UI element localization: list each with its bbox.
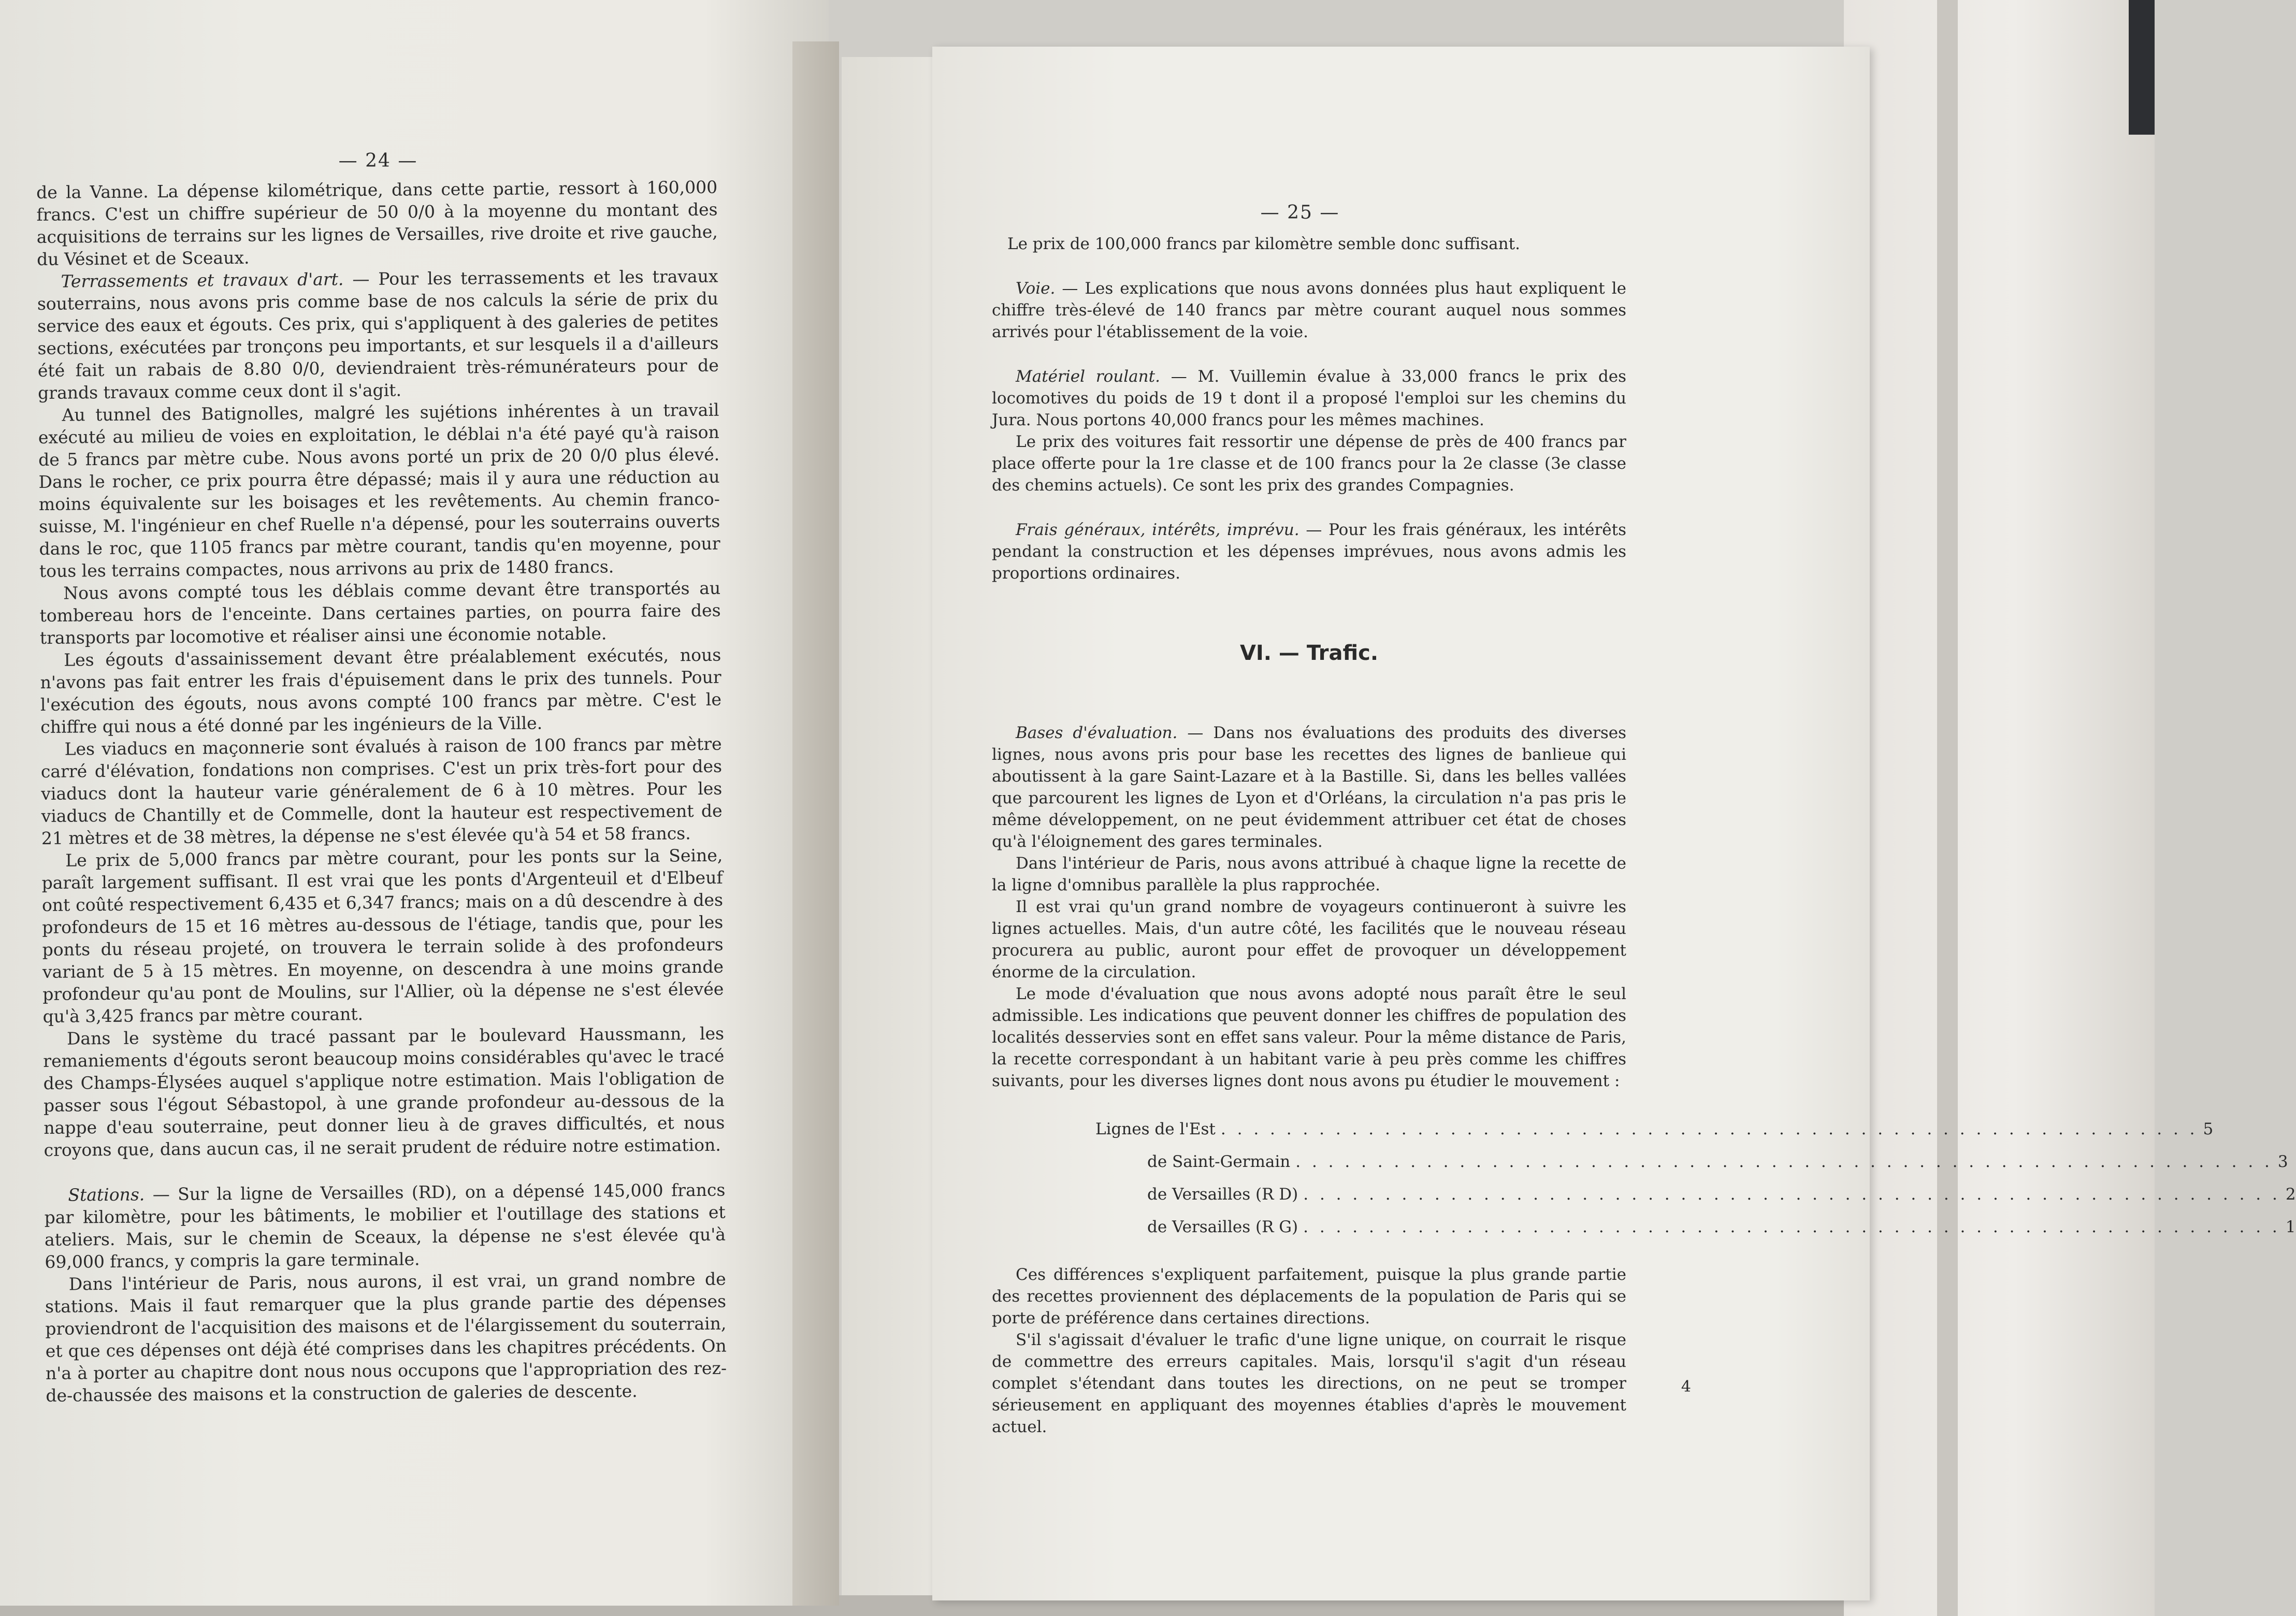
paragraph-text: — Pour les frais généraux, les intérêts pendant la construction et les dépenses imprévues, nous avons admis les proportions ordinaires.	[992, 521, 1626, 583]
paragraph	[41, 844, 724, 1028]
leader-dots: . . . . . . . . . . . . . . . . . . . . . . . . . . . . . . . . . . . . . . . . . . . . . . . . . . . . . . . . . . . .	[1303, 1217, 2280, 1236]
traffic-row	[992, 1210, 2296, 1243]
traffic-row	[992, 1113, 2214, 1145]
intro-line: Le prix de 100,000 francs par kilomètre semble donc suffisant.	[1007, 235, 1520, 253]
paragraph-lead: Voie.	[1016, 279, 1056, 298]
paragraph	[38, 399, 720, 582]
background-strip	[1937, 0, 1958, 1616]
paragraphs-after	[992, 722, 1626, 1092]
paragraph-text: Les viaducs en maçonnerie sont évalués à raison de 100 francs par mètre carré d'élévation, fondations non comprises. C'est un prix très-fort pour des viaducs dont la hauteur varie généralement de 6 à 10 mètres. Pour les viaducs de Chantilly et de Commelle, dont la hauteur est respectivement de 21 mètres et de 38 mètres, la dépense ne s'est élevée qu'à 54 et 58 francs.	[40, 733, 723, 848]
paragraph	[992, 431, 1626, 496]
paragraph	[992, 722, 1626, 853]
paragraphs-before	[992, 278, 1626, 584]
traffic-row-label: de Saint-Germain	[1147, 1152, 1291, 1171]
paragraph-lead: Matériel roulant.	[1016, 367, 1160, 386]
paragraph-text: Dans l'intérieur de Paris, nous avons attribué à chaque ligne la recette de la ligne d'omnibus parallèle la plus rapprochée.	[992, 854, 1626, 894]
paragraph-text: Dans le système du tracé passant par le boulevard Haussmann, les remaniements d'égouts seront beaucoup moins considérables qu'avec le tracé des Champs-Élysées auquel s'applique notre estimation. Mais l'obligation de passer sous l'égout Sébastopol, à une grande profondeur au-dessous de la nappe d'eau souterraine, peut donner lieu à de graves difficultés, et nous croyons que, dans aucun cas, il ne serait prudent de réduire notre estimation.	[43, 1023, 725, 1160]
leader-dots: . . . . . . . . . . . . . . . . . . . . . . . . . . . . . . . . . . . . . . . . . . . . . . . . . . . . . . . . . . . .	[1220, 1119, 2198, 1138]
paragraph	[40, 644, 721, 738]
paragraph	[44, 1179, 726, 1273]
traffic-row	[992, 1145, 2288, 1178]
traffic-row-label: Lignes de l'Est	[1095, 1119, 1216, 1138]
paragraph	[37, 265, 719, 404]
paragraph-text: de la Vanne. La dépense kilométrique, dans cette partie, ressort à 160,000 francs. C'est un chiffre supérieur de 50 0/0 à la moyenne du montant des acquisitions de terrains sur les lignes de Versailles, rive droite et rive gauche, du Vésinet et de Sceaux.	[36, 177, 718, 269]
background-corner	[2129, 0, 2155, 135]
paragraph	[992, 853, 1626, 896]
paragraph	[992, 1264, 1626, 1329]
paragraph-text: Dans l'intérieur de Paris, nous aurons, il est vrai, un grand nombre de stations. Mais il faut remarquer que la plus grande partie des dépenses proviendront de l'acquisition des maisons et de l'élargissement du souterrain, et que ces dépenses ont déjà été comprises dans les chapitres précédents. On n'a à porter au chapitre dont nous nous occupons que l'appropriation des rez-de-chaussée des maisons et la construction de galeries de descente.	[45, 1268, 727, 1406]
book-gutter	[792, 41, 839, 1606]
paragraph-text: Au tunnel des Batignolles, malgré les sujétions inhérentes à un travail exécuté au milieu de voies en exploitation, le déblai n'a été payé qu'à raison de 5 francs par mètre cube. Nous avons porté un prix de 20 0/0 plus élevé. Dans le rocher, ce prix pourra être dépassé; mais il y aura une réduction au moins équivalente sur les boisages et les revêtements. Au chemin franco-suisse, M. l'ingénieur en chef Ruelle n'a dépensé, pour les souterrains ouverts dans le roc, que 1105 francs par mètre courant, tandis qu'en moyenne, pour tous les terrains compactes, nous arrivons au prix de 1480 francs.	[38, 399, 720, 581]
page-number-right: — 25 —	[1260, 202, 1340, 223]
paragraph	[45, 1268, 727, 1407]
page-number-left: — 24 —	[338, 150, 418, 171]
paragraphs-end	[992, 1264, 1626, 1438]
paragraph-text: Nous avons compté tous les déblais comme devant être transportés au tombereau hors de l'enceinte. Dans certaines parties, on pourra faire des transports par locomotive et réaliser ainsi une économie notable.	[39, 578, 721, 648]
leader-dots: . . . . . . . . . . . . . . . . . . . . . . . . . . . . . . . . . . . . . . . . . . . . . . . . . . . . . . . . . . . .	[1295, 1152, 2273, 1171]
traffic-row-label: de Versailles (R D)	[1147, 1185, 1298, 1204]
paragraph-lead: Stations.	[68, 1184, 145, 1205]
paragraph	[36, 176, 718, 270]
paragraph	[992, 366, 1626, 431]
paragraph-lead: Frais généraux, intérêts, imprévu.	[1016, 521, 1299, 539]
left-page-text	[36, 176, 727, 1407]
leader-dots: . . . . . . . . . . . . . . . . . . . . . . . . . . . . . . . . . . . . . . . . . . . . . . . . . . . . . . . . . . . .	[1303, 1185, 2280, 1204]
traffic-row	[992, 1178, 2296, 1210]
traffic-table	[992, 1113, 2296, 1243]
right-page-text	[992, 233, 2296, 1438]
paragraph	[40, 733, 723, 849]
paragraph	[992, 983, 1626, 1092]
traffic-row-value: 3	[2277, 1152, 2288, 1171]
paragraph-text: — M. Vuillemin évalue à 33,000 francs le prix des locomotives du poids de 19 t dont il a proposé l'emploi sur les chemins du Jura. Nous portons 40,000 francs pour les mêmes machines.	[992, 367, 1626, 429]
traffic-row-value: 1	[2285, 1217, 2296, 1236]
paragraph	[43, 1022, 725, 1161]
paragraph	[992, 519, 1626, 584]
paragraph	[992, 278, 1626, 343]
paragraph-lead: Bases d'évaluation.	[1016, 724, 1178, 742]
right-page	[932, 47, 2296, 1600]
paragraph-lead: Terrassements et travaux d'art.	[61, 269, 344, 292]
section-heading: VI. — Trafic.	[1239, 641, 1379, 665]
paragraph-text: Le mode d'évaluation que nous avons adopté nous paraît être le seul admissible. Les indications que peuvent donner les chiffres de population des localités desservies sont en effet sans valeur. Pour la même distance de Paris, la recette correspondant à un habitant varie à peu près comme les chiffres suivants, pour les diverses lignes dont nous avons pu étudier le mouvement :	[992, 985, 1626, 1090]
paragraph-text: — Sur la ligne de Versailles (RD), on a dépensé 145,000 francs par kilomètre, pour les bâtiments, le mobilier et l'outillage des stations et ateliers. Mais, sur le chemin de Sceaux, la dépense ne s'est élevée qu'à 69,000 francs, y compris la gare terminale.	[44, 1179, 726, 1272]
paragraph-text: Le prix des voitures fait ressortir une dépense de près de 400 francs par place offerte pour la 1re classe et de 100 francs pour la 2e classe (3e classe des chemins actuels). Ce sont les prix des grandes Compagnies.	[992, 432, 1626, 495]
traffic-row-value: 5	[2203, 1119, 2214, 1138]
background-wall	[1844, 0, 2155, 1616]
paragraph-text: Il est vrai qu'un grand nombre de voyageurs continueront à suivre les lignes actuelles. Mais, d'un autre côté, les facilités que le nouveau réseau procurera au public, auront pour effet de provoquer un développement énorme de la circulation.	[992, 898, 1626, 982]
paragraph-text: — Les explications que nous avons données plus haut expliquent le chiffre très-élevé de 140 francs par mètre courant auquel nous sommes arrivés pour l'établissement de la voie.	[992, 279, 1626, 341]
traffic-row-value: 2	[2285, 1185, 2296, 1204]
paragraph	[992, 1329, 1626, 1438]
paragraph-text: Le prix de 5,000 francs par mètre courant, pour les ponts sur la Seine, paraît largement suffisant. Il est vrai que les ponts d'Argenteuil et d'Elbeuf ont coûté respectivement 6,435 et 6,347 francs; mais on a dû descendre à des profondeurs de 15 et 16 mètres au-dessous de l'étiage, tandis que, pour les ponts du réseau projeté, on trouvera le terrain solide à des profondeurs variant de 5 à 15 mètres. En moyenne, on descendra à une moins grande profondeur qu'au pont de Moulins, sur l'Allier, où la dépense ne s'est élevée qu'à 3,425 francs par mètre courant.	[41, 845, 724, 1027]
paragraph	[992, 896, 1626, 983]
paragraph-text: — Dans nos évaluations des produits des diverses lignes, nous avons pris pour base les recettes des lignes de banlieue qui aboutissent à la gare Saint-Lazare et à la Bastille. Si, dans les belles vallées que parcourent les lignes de Lyon et d'Orléans, la circulation n'a pas pris le même développement, on ne peut évidemment attribuer cet état de choses qu'à l'éloignement des gares terminales.	[992, 724, 1626, 851]
paragraph-text: S'il s'agissait d'évaluer le trafic d'une ligne unique, on courrait le risque de commettre des erreurs capitales. Mais, lorsqu'il s'agit d'un réseau complet s'étendant dans toutes les directions, on ne peut se tromper sérieusement en appliquant des moyennes établies d'après le mouvement actuel.	[992, 1331, 1626, 1436]
left-page	[0, 0, 829, 1606]
paragraph-text: — Pour les terrassements et les travaux souterrains, nous avons pris comme base de nos calculs la série de prix du service des eaux et égouts. Ces prix, qui s'appliquent à des galeries de petites sections, exécutées par tronçons peu importants, et sur lesquels il a d'ailleurs été fait un rabais de 8.80 0/0, deviendraient très-rémunérateurs pour de grands travaux comme ceux dont il s'agit.	[37, 266, 719, 403]
signature-mark: 4	[1681, 1378, 1691, 1396]
traffic-row-label: de Versailles (R G)	[1147, 1217, 1298, 1236]
paragraph	[39, 577, 721, 649]
paragraph-text: Les égouts d'assainissement devant être préalablement exécutés, nous n'avons pas fait entrer les frais d'épuisement dans le prix des tunnels. Pour l'exécution des égouts, nous avons compté 100 francs par mètre. C'est le chiffre qui nous a été donné par les ingénieurs de la Ville.	[40, 644, 722, 737]
paragraph-text: Ces différences s'expliquent parfaitement, puisque la plus grande partie des recettes proviennent des déplacements de la population de Paris qui se porte de préférence dans certaines directions.	[992, 1265, 1626, 1328]
